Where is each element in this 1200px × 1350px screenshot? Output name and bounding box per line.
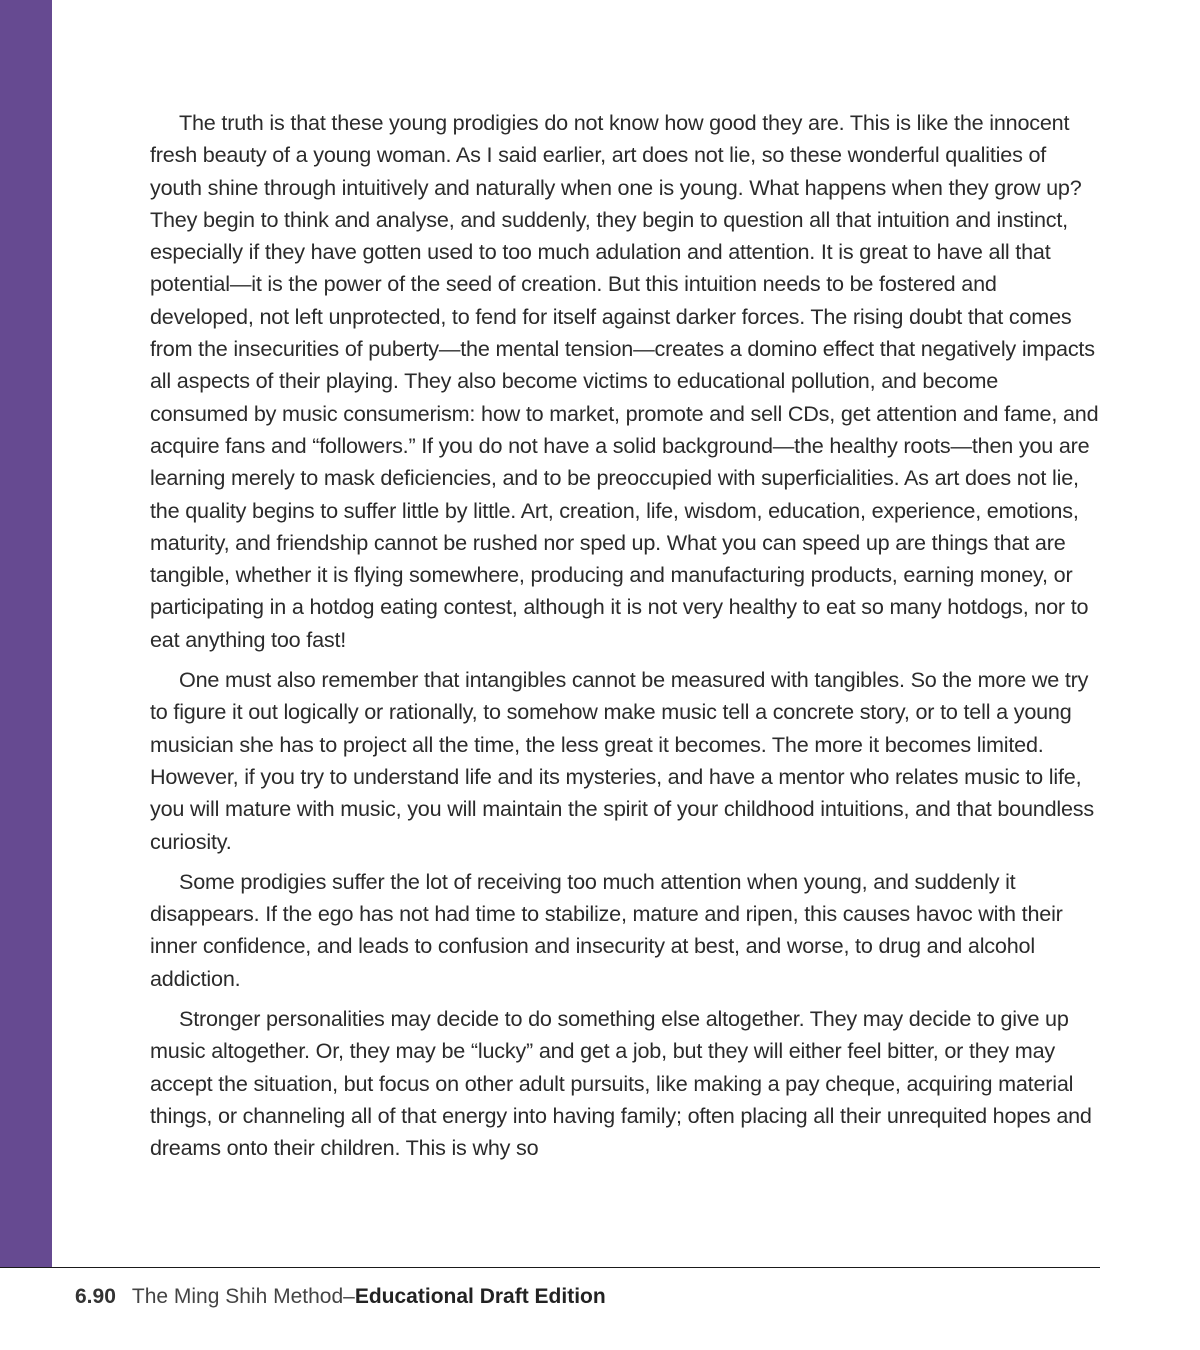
- page-footer: [75, 1283, 606, 1311]
- page-number: 6.90: [75, 1285, 116, 1308]
- footer-divider: [0, 1267, 1100, 1268]
- book-title: The Ming Shih Method–: [131, 1285, 355, 1308]
- paragraph-1: The truth is that these young prodigies do not know how good they are. This is like the innocent fresh beauty of a young woman. As I said earlier, art does not lie, so these wonderful qualities of youth shine through intuitively and naturally when one is young. What happens when they grow up? They begin to think and analyse, and suddenly, they begin to question all that intuition and instinct, especially if they have gotten used to too much adulation and attention. It is great to have all that potential—it is the power of the seed of creation. But this intuition needs to be fostered and developed, not left unprotected, to fend for itself against darker forces. The rising doubt that comes from the insecurities of puberty—the mental tension—creates a domino effect that negatively impacts all aspects of their playing. They also become victims to educational pollution, and become consumed by music consumerism: how to market, promote and sell CDs, get attention and fame, and acquire fans and “followers.” If you do not have a solid background—the healthy roots—then you are learning merely to mask deficiencies, and to be preoccupied with superficialities. As art does not lie, the quality begins to suffer little by little. Art, creation, life, wisdom, education, experience, emotions, maturity, and friendship cannot be rushed nor sped up. What you can speed up are things that are tangible, whether it is flying somewhere, producing and manufacturing products, earning money, or participating in a hotdog eating contest, although it is not very healthy to eat so many hotdogs, nor to eat anything too fast!: [150, 110, 1099, 652]
- paragraph-4: Stronger personalities may decide to do something else altogether. They may decide to give up music altogether. Or, they may be “lucky” and get a job, but they will either feel bitter, or they may accept the situation, but focus on other adult pursuits, like making a pay cheque, acquiring material things, or channeling all of that energy into having family; often placing all their unrequited hopes and dreams onto their children. This is why so: [150, 1006, 1092, 1161]
- paragraph-3: Some prodigies suffer the lot of receiving too much attention when young, and suddenly it disappears. If the ego has not had time to stabilize, mature and ripen, this causes havoc with their inner confidence, and leads to confusion and insecurity at best, and worse, to drug and alcohol addiction.: [150, 868, 1063, 991]
- paragraph-2: One must also remember that intangibles cannot be measured with tangibles. So the more we try to figure it out logically or rationally, to somehow make music tell a concrete story, or to tell a young musician she has to project all the time, the less great it becomes. The more it becomes limited. However, if you try to understand life and its mysteries, and have a mentor who relates music to life, you will mature with music, you will maintain the spirit of your childhood intuitions, and that boundless curiosity.: [150, 667, 1095, 854]
- edition-label: Educational Draft Edition: [354, 1285, 606, 1308]
- sidebar-color-bar: [0, 0, 52, 1268]
- body-text: [150, 107, 1100, 1173]
